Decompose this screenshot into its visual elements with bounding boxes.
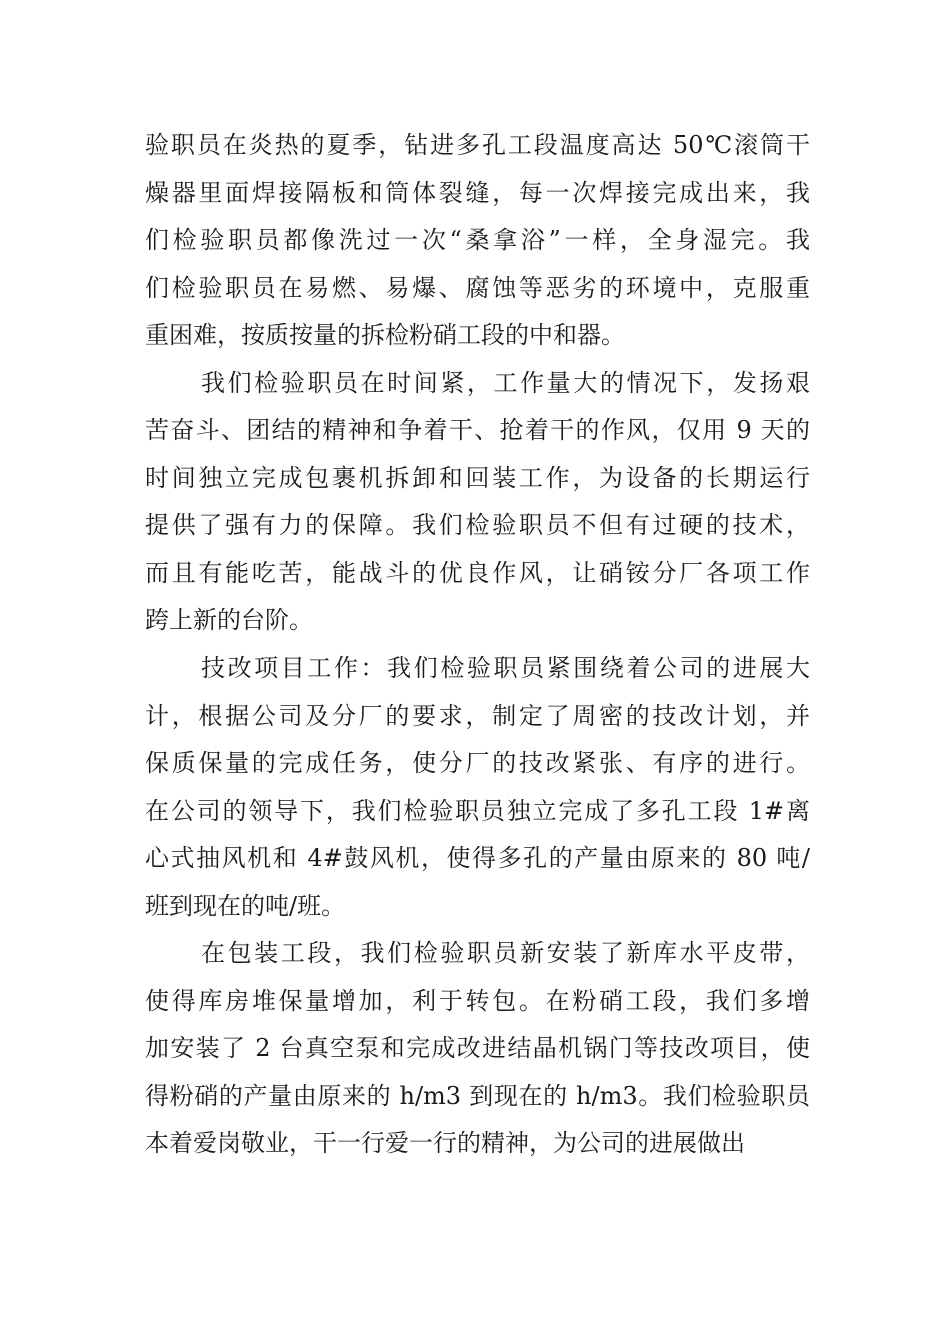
paragraph [145,360,810,645]
text-line: 重困难，按质按量的拆检粉硝工段的中和器。 [145,321,625,350]
text-line: 保质保量的完成任务，使分厂的技改紧张、有序的进行。 [145,749,810,778]
text-line: 苦奋斗、团结的精神和争着干、抢着干的作风，仅用 9 天的 [145,416,810,445]
text-line: 本着爱岗敬业，干一行爱一行的精神，为公司的进展做出 [145,1129,745,1158]
text-line: 班到现在的吨/班。 [145,891,346,920]
text-line: 在包装工段，我们检验职员新安装了新库水平皮带， [201,939,810,968]
paragraph [145,122,810,360]
text-line: 得粉硝的产量由原来的 h/m3 到现在的 h/m3。我们检验职员 [145,1081,810,1110]
text-line: 们检验职员在易燃、易爆、腐蚀等恶劣的环境中，克服重 [145,273,810,302]
text-line: 在公司的领导下，我们检验职员独立完成了多孔工段 1#离 [145,796,810,825]
text-line: 提供了强有力的保障。我们检验职员不但有过硬的技术， [145,511,810,540]
text-line: 验职员在炎热的夏季，钻进多孔工段温度高达 50℃滚筒干 [145,131,810,159]
text-line: 我们检验职员在时间紧，工作量大的情况下，发扬艰 [201,368,810,397]
text-line: 技改项目工作：我们检验职员紧围绕着公司的进展大 [201,654,810,683]
document-body [145,122,810,1168]
text-line: 燥器里面焊接隔板和筒体裂缝，每一次焊接完成出来，我 [145,178,810,207]
text-line: 加安装了 2 台真空泵和完成改进结晶机锅门等技改项目，使 [145,1034,810,1063]
text-line: 计，根据公司及分厂的要求，制定了周密的技改计划，并 [145,701,810,730]
text-line: 们检验职员都像洗过一次“桑拿浴”一样，全身湿完。我 [145,226,810,255]
text-line: 而且有能吃苦，能战斗的优良作风，让硝铵分厂各项工作 [145,558,810,587]
text-line: 时间独立完成包裹机拆卸和回装工作，为设备的长期运行 [145,463,810,492]
text-line: 心式抽风机和 4#鼓风机，使得多孔的产量由原来的 80 吨/ [145,844,810,873]
paragraph [145,930,810,1168]
text-line: 跨上新的台阶。 [145,606,313,635]
text-line: 使得库房堆保量增加，利于转包。在粉硝工段，我们多增 [145,986,810,1015]
paragraph [145,645,810,930]
